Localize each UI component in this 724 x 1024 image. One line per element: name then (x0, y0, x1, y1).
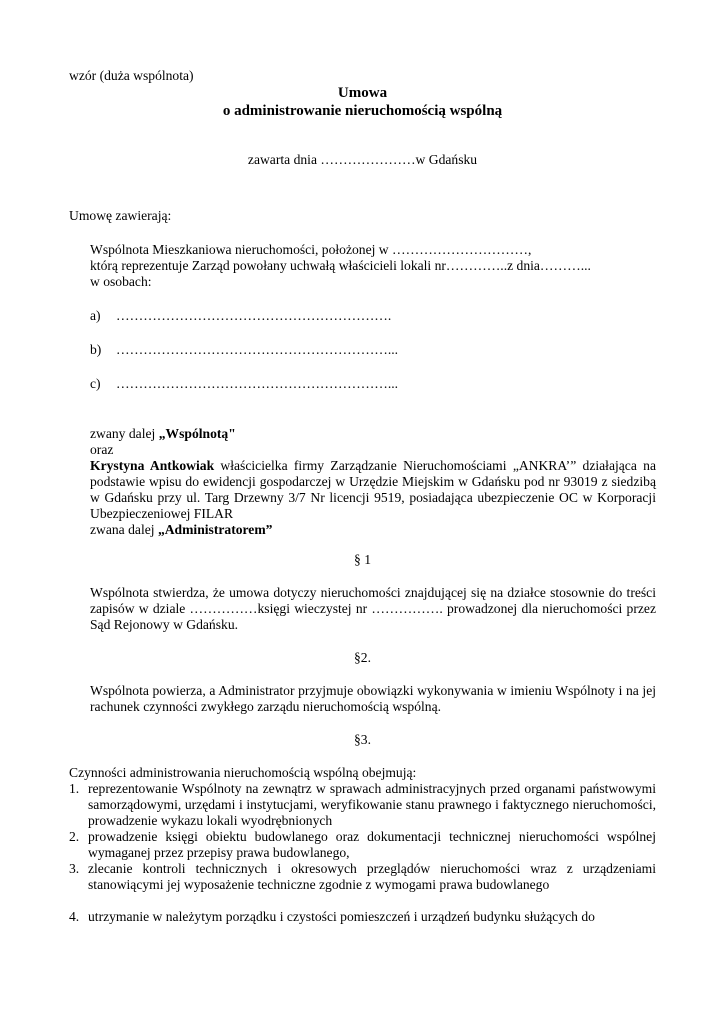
party1-called (69, 426, 656, 442)
list-text: utrzymanie w należytym porządku i czystości pomieszczeń i urządzeń budynku służących do (88, 909, 595, 924)
list-number: 1. (69, 781, 80, 796)
person-label: a) (90, 308, 101, 323)
party1-block (69, 242, 656, 458)
party2-block (69, 458, 656, 538)
party1-line3: w osobach: (90, 274, 152, 289)
person-label: b) (90, 342, 102, 357)
person-item-c (69, 376, 656, 392)
party1-line2: którą reprezentuje Zarząd powołany uchwałą właścicieli lokali nr…………..z dnia………... (90, 258, 591, 273)
list-text: prowadzenie księgi obiektu budowlanego oraz dokumentacji technicznej nieruchomości wspólnej wymaganej przez przepisy prawa budowlanego, (88, 829, 656, 860)
list-text: reprezentowanie Wspólnoty na zewnątrz w sprawach administracyjnych przed organami państwowymi samorządowymi, urzędami i instytucjami, weryfikowanie stanu prawnego i faktycznego nieruchomości, prowadzenie wykazu lokali wyodrębnionych (88, 781, 656, 828)
called-name: „Wspólnotą" (158, 426, 236, 441)
party2-called (90, 522, 656, 538)
parties-intro: Umowę zawierają: (69, 208, 172, 223)
section-heading-2: §2. (354, 650, 371, 665)
document-title: Umowa (337, 85, 388, 101)
header-note: wzór (duża wspólnota) (69, 68, 194, 83)
person-dots: ……………………………………………………... (116, 376, 399, 391)
called-name: „Administratorem” (157, 522, 273, 537)
person-item-b (69, 342, 656, 358)
called-prefix: zwany dalej (90, 426, 159, 441)
section-3-intro: Czynności administrowania nieruchomością wspólną obejmują: (69, 765, 417, 780)
section-2-text: Wspólnota powierza, a Administrator przyjmuje obowiązki wykonywania w imieniu Wspólnoty i na jej rachunek czynności zwykłego zarządu nieruchomością wspólną. (90, 683, 656, 714)
person-dots: ……………………………………………………... (116, 342, 399, 357)
called-prefix: zwana dalej (90, 522, 158, 537)
section-heading-1: § 1 (354, 552, 371, 567)
person-dots: ……………………………………………………. (116, 308, 392, 323)
person-item-a (69, 308, 656, 324)
list-item (69, 829, 656, 861)
list-number: 2. (69, 829, 80, 844)
list-number: 3. (69, 861, 80, 876)
party2-name: Krystyna Antkowiak (90, 458, 215, 473)
and-word: oraz (90, 442, 114, 457)
list-item (69, 861, 656, 893)
concluded-line: zawarta dnia …………………w Gdańsku (247, 152, 478, 167)
list-item (69, 909, 656, 925)
person-label: c) (90, 376, 101, 391)
list-text: zlecanie kontroli technicznych i okresowych przeglądów nieruchomości wraz z urządzeniami stanowiącymi jej wyposażenie techniczne zgodnie z wymogami prawa budowlanego (88, 861, 656, 892)
document-subtitle: o administrowanie nieruchomością wspólną (222, 103, 503, 119)
list-item (69, 781, 656, 829)
party1-line1: Wspólnota Mieszkaniowa nieruchomości, położonej w …………………………, (90, 242, 532, 257)
party2-description (90, 458, 656, 522)
party2-desc-text: właścicielka firmy Zarządzanie Nieruchomościami „ANKRA’” działająca na podstawie wpisu do ewidencji gospodarczej w Urzędzie Miejskim w Gdańsku pod nr 93019 z siedzibą w Gdańsku przy ul. Targ Drzewny 3/7 Nr licencji 9519, posiadająca ubezpieczenie OC w Korporacji Ubezpieczeniowej FILAR (90, 458, 656, 521)
section-heading-3: §3. (354, 732, 371, 747)
list-number: 4. (69, 909, 80, 924)
section-1-text: Wspólnota stwierdza, że umowa dotyczy nieruchomości znajdującej się na działce stosownie do treści zapisów w dziale ……………księgi wieczystej nr ……………. prowadzonej dla nieruchomości przez Sąd Rejonowy w Gdańsku. (90, 585, 656, 632)
section-3-list (69, 781, 656, 925)
